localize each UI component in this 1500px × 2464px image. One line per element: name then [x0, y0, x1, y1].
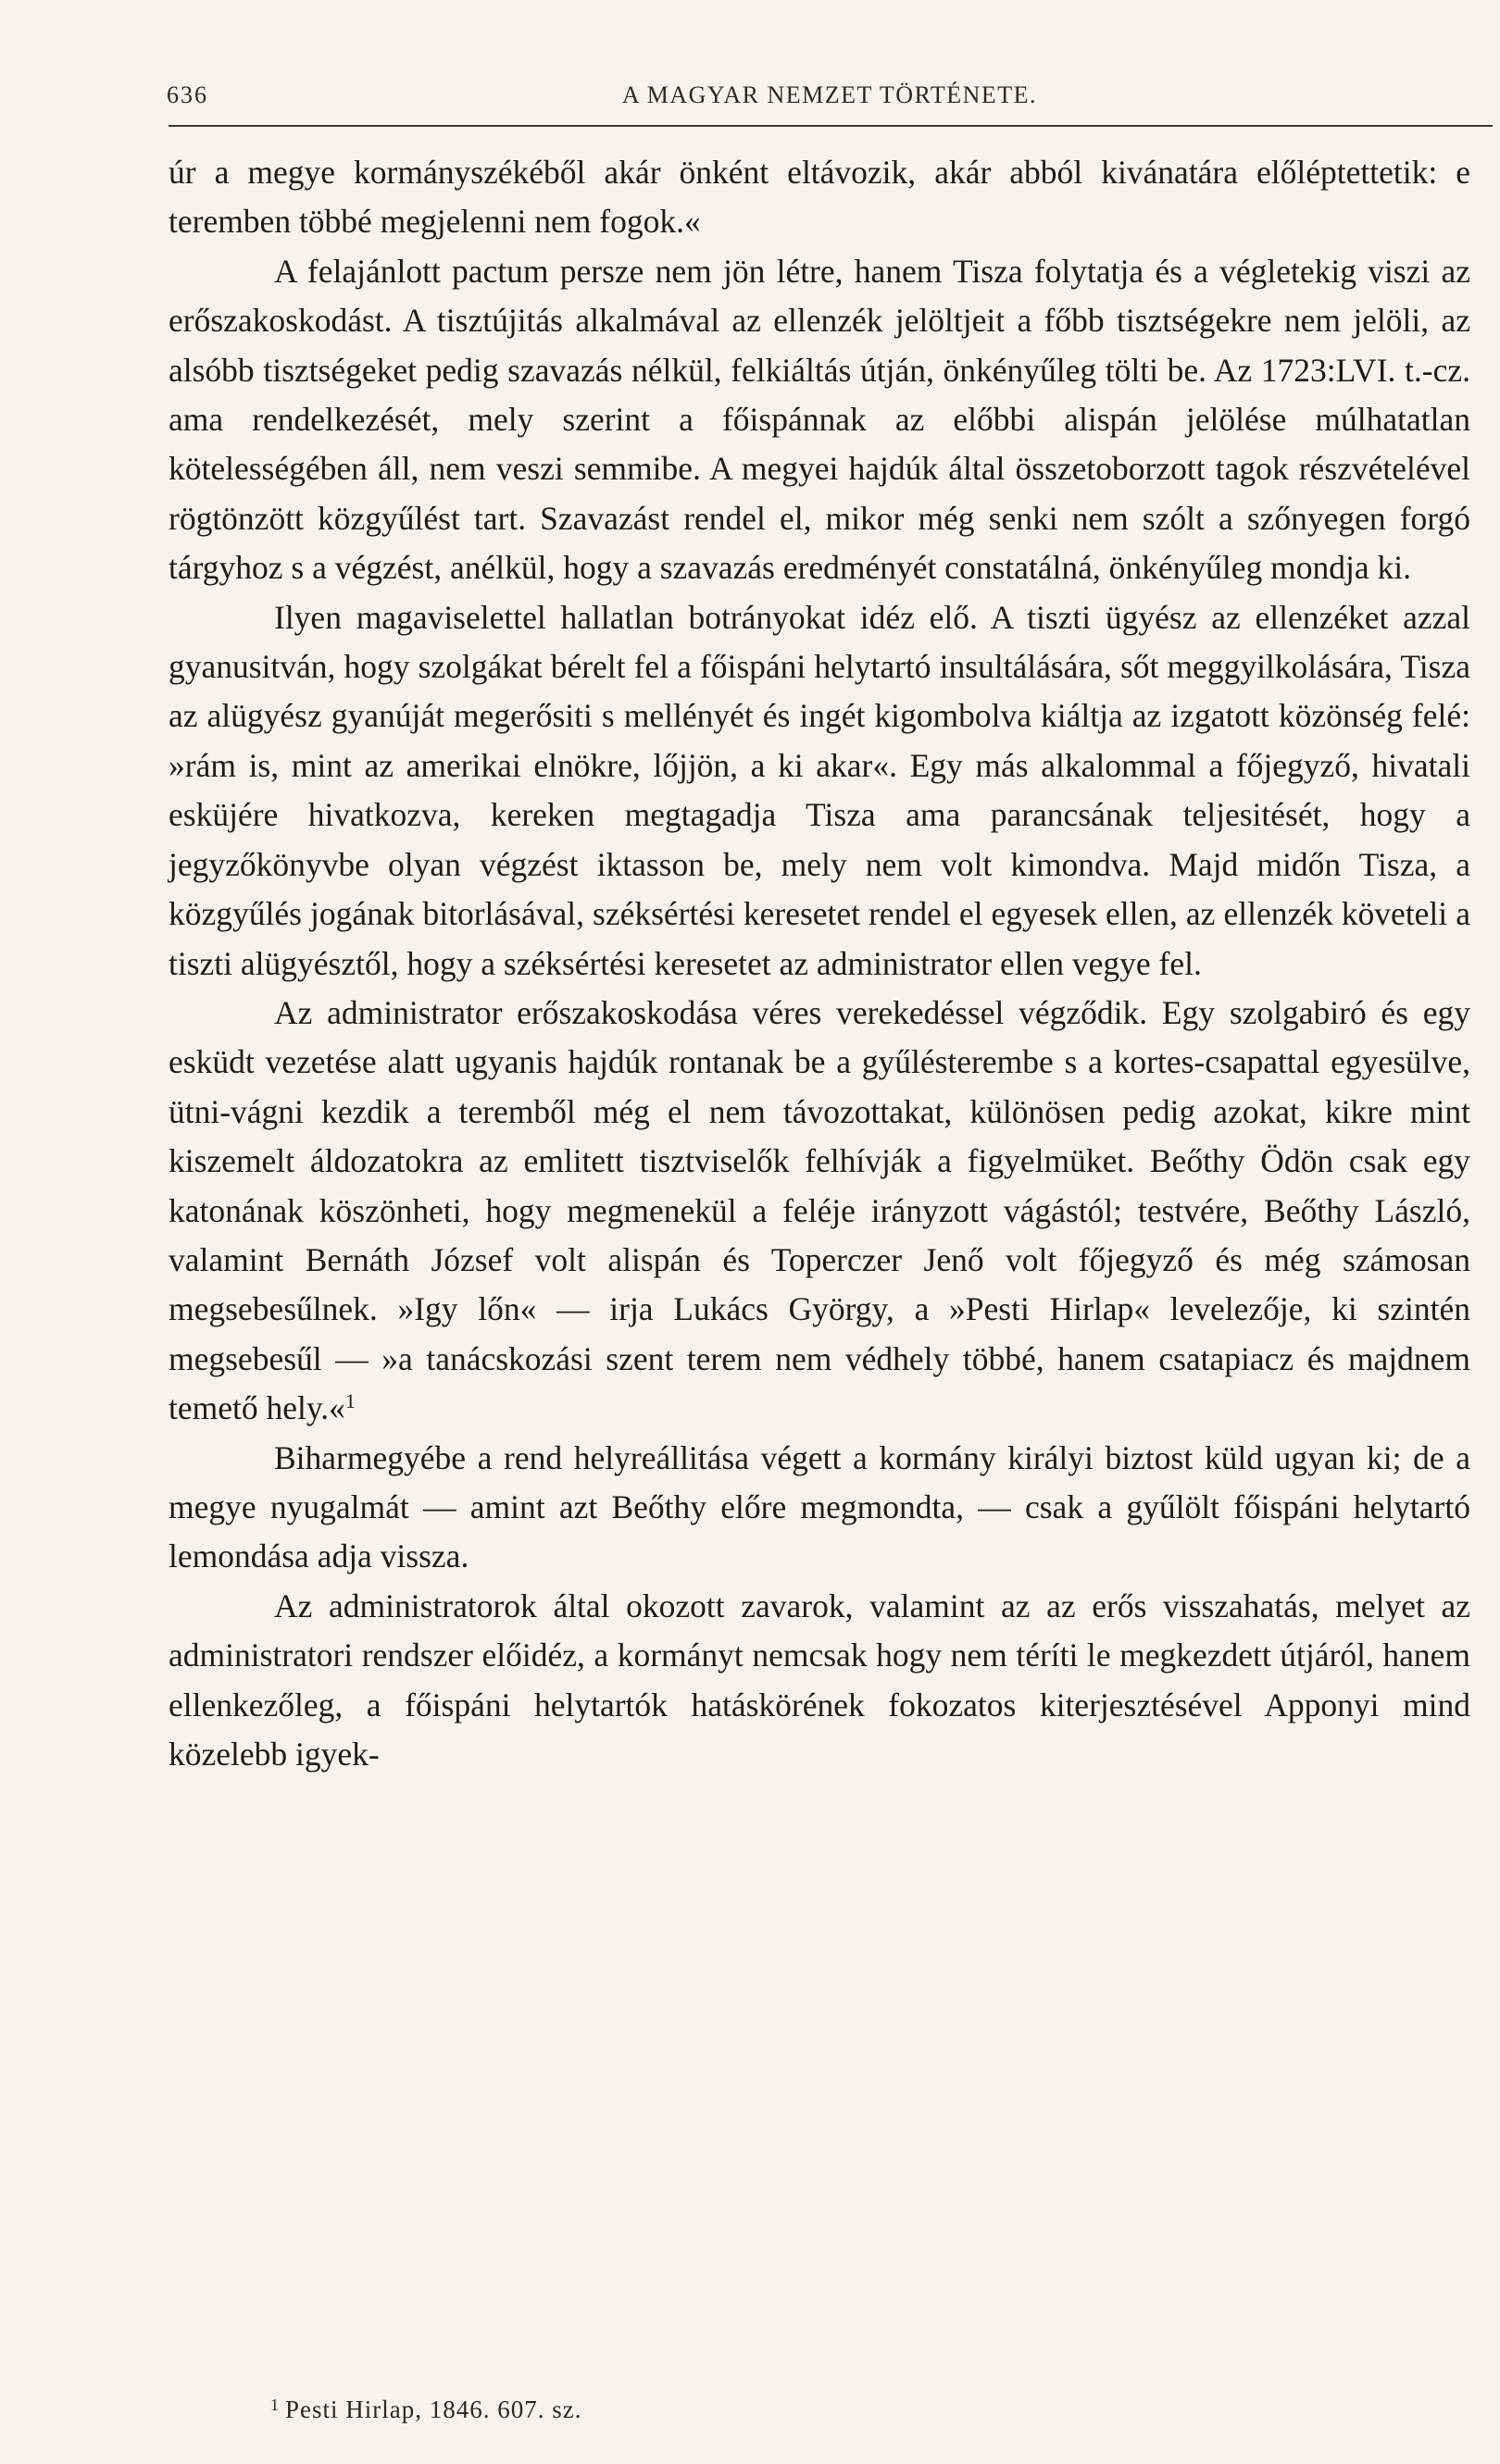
- footnote-marker: 1: [270, 2396, 280, 2414]
- paragraph-text: Az administratorok által okozott zavarok, valamint az az erős visszahatás, melyet az administratori rendszer előidéz, a kormányt nemcsak hogy nem téríti le megkezdett útjáról, hanem ellenkezőleg, a főispáni helytartók hatáskörének fokozatos kiterjesztésével Apponyi mind közelebb igyek-: [169, 1587, 1470, 1773]
- footnote-text: Pesti Hirlap, 1846. 607. sz.: [285, 2396, 582, 2423]
- paragraph-text: úr a megye kormányszékéből akár önként eltávozik, akár abból kivánatára előléptettetik: e teremben többé megjelenni nem fogok.«: [169, 154, 1470, 241]
- paragraph: [169, 247, 1470, 593]
- paragraph: [169, 148, 1470, 247]
- paragraph-text: Biharmegyébe a rend helyreállitása végett a kormány királyi biztost küld ugyan ki; de a megye nyugalmát — amint azt Beőthy előre megmondta, — csak a gyűlölt főispáni helytartó lemondása adja vissza.: [169, 1438, 1470, 1575]
- running-head: A MAGYAR NEMZET TÖRTÉNETE.: [621, 81, 1038, 108]
- page-number: 636: [167, 81, 208, 108]
- footnote-reference[interactable]: 1: [344, 1389, 356, 1413]
- footnote: [270, 2396, 1381, 2424]
- paragraph: [169, 1582, 1470, 1780]
- paragraph-text: Az administrator erőszakoskodása véres verekedéssel végződik. Egy szolgabiró és egy esküdt vezetése alatt ugyanis hajdúk rontanak be a gyűlésterembe s a kortes-csapattal egyesülve, ütni-vágni kezdik a teremből még el nem távozottakat, különösen pedig azokat, kikre mint kiszemelt áldozatokra az emlitett tisztviselők felhívják a figyelmüket. Beőthy Ödön csak egy katonának köszönheti, hogy megmenekül a feléje irányzott vágástól; testvére, Beőthy László, valamint Bernáth József volt alispán és Toperczer Jenő volt főjegyző és még számosan megsebesűlnek. »Igy lőn« — irja Lukács György, a »Pesti Hirlap« levelezője, ki szintén megsebesűl — »a tanácskozási szent terem nem védhely többé, hanem csatapiacz és majdnem temető hely.«: [169, 993, 1470, 1427]
- paragraph-text: Ilyen magaviselettel hallatlan botrányokat idéz elő. A tiszti ügyész az ellenzéket azzal gyanusitván, hogy szolgákat bérelt fel a főispáni helytartó insultálására, sőt meggyilkolására, Tisza az alügyész gyanúját megerősiti s mellényét és ingét kigombolva kiáltja az izgatott közönség felé: »rám is, mint az amerikai elnökre, lőjjön, a ki akar«. Egy más alkalommal a főjegyző, hivatali esküjére hivatkozva, kereken megtagadja Tisza ama parancsának teljesitését, hogy a jegyzőkönyvbe olyan végzést iktasson be, mely nem volt kimondva. Majd midőn Tisza, a közgyűlés jogának bitorlásával, széksértési keresetet rendel el egyesek ellen, az ellenzék követeli a tiszti alügyésztől, hogy a széksértési keresetet az administrator ellen vegye fel.: [169, 598, 1470, 982]
- paragraph: [169, 593, 1470, 989]
- paragraph: [169, 1434, 1470, 1582]
- paragraph-text: A felajánlott pactum persze nem jön létre, hanem Tisza folytatja és a végletekig viszi az erőszakoskodást. A tisztújitás alkalmával az ellenzék jelöltjeit a főbb tisztségekre nem jelöli, az alsóbb tisztségeket pedig szavazás nélkül, felkiáltás útján, önkényűleg tölti be. Az 1723:LVI. t.-cz. ama rendelkezését, mely szerint a főispánnak az előbbi alispán jelölése múlhatatlan kötelességében áll, nem veszi semmibe. A megyei hajdúk által összetoborzott tagok részvételével rögtönzött közgyűlést tart. Szavazást rendel el, mikor még senki nem szólt a szőnyegen forgó tárgyhoz s a végzést, anélkül, hogy a szavazás eredményét constatálná, önkényűleg mondja ki.: [169, 252, 1470, 587]
- page-header: [167, 78, 1493, 118]
- header-rule: [169, 125, 1493, 127]
- paragraph: [169, 989, 1470, 1434]
- body-text: [169, 148, 1470, 1779]
